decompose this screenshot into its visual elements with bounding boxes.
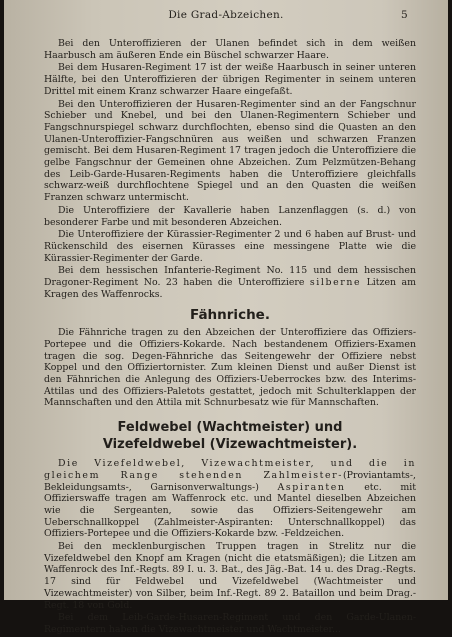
paragraph-mecklenburg: Bei den mecklenburgischen Truppen tragen in Strelitz nur die Vizefeldwebel den Knopf am Kragen (nicht die etatsmäßigen); die Litzen am Waffenrock des Inf.-Regts. 89 I. u. 3. Bat., des Jäg.-Bat. 14 u. des Drag.-Regts. 17 sind für Feldwebel und Vizefeldwebel (Wachtmeister und Vizewachtmeister) von Silber, beim Inf.-Regt. 89 2. Bataillon und beim Drag.-Regt. 18 von Gold.	[44, 541, 416, 611]
spaced-text: Die Vizefeldwebel, Vizewachtmeister, und die in gleichem Range stehenden Zahlmeister-	[44, 458, 416, 481]
text-segment: Litzen am Kragen des Waffenrocks.	[44, 277, 416, 300]
paragraph-husaren-haarbusch: Bei dem Husaren-Regiment 17 ist der weiße Haarbusch in seiner unteren Hälfte, bei den Unteroffizieren der übrigen Regimenter in seinem unteren Drittel mit einem Kranz schwarzer Haare eingefaßt.	[44, 62, 416, 97]
paragraph-faehnriche: Die Fähnriche tragen zu den Abzeichen der Unteroffiziere das Offiziers-Portepee und die Offiziers-Kokarde. Nach bestandenem Offiziers-Examen tragen die sog. Degen-Fähnriche das Seitengewehr der Offiziere nebst Koppel und den Offiziertornister. Zum kleinen Dienst und außer Dienst ist den Fähnrichen die Anlegung des Offiziers-Ueberrockes bzw. des Interims-Attilas und des Offiziers-Paletots gestattet, jedoch mit Schulterklappen der Mannschaften und den Attila mit Schnurbesatz wie für Mannschaften.	[44, 327, 416, 409]
heading-faehnriche: Fähnriche.	[190, 307, 270, 324]
book-page	[4, 0, 448, 635]
paragraph-fangschnur: Bei den Unteroffizieren der Husaren-Regimenter sind an der Fangschnur Schieber und Knebel, und bei den Ulanen-Regimentern Schieber und Fangschnurspiegel schwarz durchflochten, ebenso sind die Quasten an den Ulanen-Unteroffizier-Fangschnüren aus weißen und schwarzen Franzen gemischt. Bei dem Husaren-Regiment 17 tragen jedoch die Unteroffiziere die gelbe Fangschnur der Gemeinen ohne Abzeichen. Zum Pelzmützen-Behang des Leib-Garde-Husaren-Regiments haben die Unteroffiziere gleichfalls schwarz-weiß durchflochtene Spiegel und an den Quasten die weißen Franzen schwarz untermischt.	[44, 98, 416, 204]
paragraph-kuerass: Die Unteroffiziere der Kürassier-Regimenter 2 und 6 haben auf Brust- und Rückenschild des eisernen Kürasses eine messingene Platte wie die Kürassier-Regimenter der Garde.	[44, 229, 416, 264]
page-content	[44, 38, 416, 637]
page-header	[44, 9, 408, 23]
paragraph-leib-garde: Bei dem Leib-Garde-Husaren-Regiment und den Garde-Ulanen-Regimentern haben die Vizewachtmeister und Wachtmeister...	[44, 612, 416, 635]
spaced-text: Aspiranten	[277, 481, 346, 493]
spaced-word: silberne	[309, 277, 362, 289]
paragraph-vizefeldwebel	[44, 458, 416, 540]
text-segment: (Proviantamts-, Bekleidungsamts-, Garnisonverwaltungs-)	[44, 469, 416, 493]
paragraph-ulanen-haarbusch: Bei den Unteroffizieren der Ulanen befindet sich in dem weißen Haarbusch am äußeren Ende ein Büschel schwarzer Haare.	[44, 38, 416, 61]
paragraph-lanzenflaggen: Die Unteroffiziere der Kavallerie haben Lanzenflaggen (s. d.) von besonderer Farbe und mit besonderen Abzeichen.	[44, 204, 416, 228]
heading-line: Feldwebel (Wachtmeister) und	[117, 420, 343, 436]
heading-feldwebel	[44, 419, 416, 453]
heading-line: Vizefeldwebel (Vizewachtmeister).	[102, 437, 358, 453]
running-title: Die Grad-Abzeichen.	[168, 9, 284, 21]
text-segment: etc. mit Offizierswaffe tragen am Waffenrock etc. und Mantel dieselben Abzeichen wie die Sergeanten, sowie das Offiziers-Seitengewehr am Ueberschnallkoppel (Zahlmeister-Aspiranten: Unterschnallkoppel) das Offiziers-Portepee und die Offiziers-Kokarde bzw. -Feldzeichen.	[44, 481, 417, 540]
text-segment: Bei dem hessischen Infanterie-Regiment No. 115 und dem hessischen Dragoner-Regiment No. 23 haben die Unteroffiziere	[44, 265, 416, 289]
page-number: 5	[401, 9, 408, 21]
paragraph-hessische-litzen	[44, 265, 416, 300]
